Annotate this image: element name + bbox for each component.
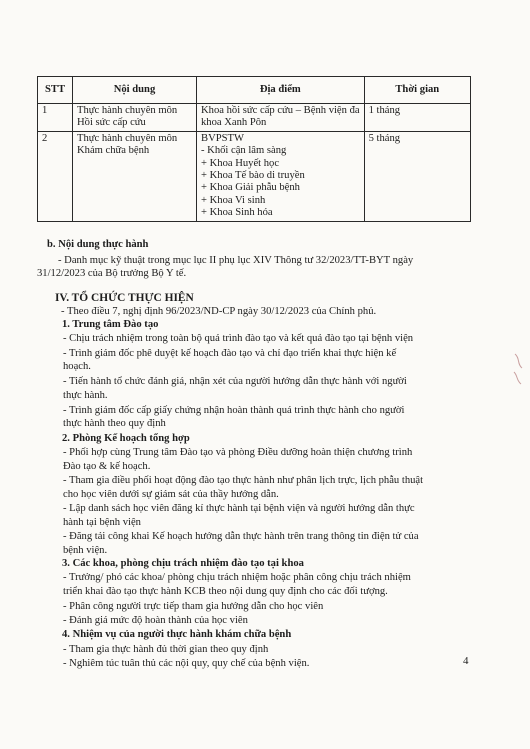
subsection-1-line: - Chịu trách nhiệm trong toàn bộ quá trình đào tạo và kết quả đào tạo tại bệnh viện [63,333,414,344]
subsection-1-line: - Tiến hành tổ chức đánh giá, nhận xét của người hướng dẫn thực hành với người [63,376,407,387]
subsection-2-line: cho học viên dưới sự giám sát của thầy hướng dẫn. [63,489,279,500]
subsection-4-line: - Tham gia thực hành đủ thời gian theo quy định [63,644,269,655]
cell-dia-diem [197,104,365,132]
subsection-2-line: - Đăng tải công khai Kế hoạch hướng dẫn thực hành trên trang thông tin điện tử của [63,531,419,542]
cell-thoi-gian: 1 tháng [364,104,470,132]
header-dia-diem: Địa điểm [197,77,365,104]
table-row [38,131,471,221]
section-b-line: 31/12/2023 của Bộ trưởng Bộ Y tế. [37,268,187,279]
subsection-2-line: hành tại bệnh viện [63,517,141,528]
cell-thoi-gian: 5 tháng [364,131,470,221]
subsection-2-line: - Lập danh sách học viên đăng kí thực hành tại bệnh viện và người hướng dẫn thực [63,503,415,514]
header-thoi-gian: Thời gian [364,77,470,104]
cell-noi-dung [73,104,197,132]
subsection-1-line: - Trình giám đốc phê duyệt kế hoạch đào tạo và chỉ đạo triển khai thực hiện kế [63,348,397,359]
subsection-2-line: bệnh viện. [63,545,108,556]
subsection-3-line: - Đánh giá mức độ hoàn thành của học viên [63,615,248,626]
header-stt: STT [38,77,73,104]
scan-mark [512,348,526,388]
subsection-1-line: - Trình giám đốc cấp giấy chứng nhận hoàn thành quá trình thực hành cho người [63,405,405,416]
subsection-1-line: thực hành theo quy định [63,418,166,429]
section-b-heading: b. Nội dung thực hành [47,239,149,250]
subsection-4-title: 4. Nhiệm vụ của người thực hành khám chữa bệnh [62,629,292,640]
training-plan-table [37,76,471,222]
section-b-line: - Danh mục kỹ thuật trong mục lục II phụ lục XIV Thông tư 32/2023/TT-BYT ngày [58,255,414,266]
cell-line: Hồi sức cấp cứu [77,117,146,129]
subsection-4-line: - Nghiêm túc tuân thủ các nội quy, quy chế của bệnh viện. [63,658,310,669]
cell-dia-diem [197,131,365,221]
header-noi-dung: Nội dung [73,77,197,104]
cell-line: + Khoa Huyết học [201,157,280,169]
cell-line: + Khoa Sinh hóa [201,207,273,219]
cell-line: + Khoa Vi sinh [201,194,266,206]
subsection-1-line: hoạch. [63,361,91,372]
subsection-2-line: - Tham gia điều phối hoạt động đào tạo thực hành như phân lịch trực, lịch phẫu thuật [63,475,424,486]
cell-line: BVPSTW [201,132,244,144]
cell-line: khoa Xanh Pôn [201,117,267,129]
cell-line: + Khoa Tế bào di truyền [201,170,305,182]
cell-line: Khoa hồi sức cấp cứu – Bệnh viện đa [201,105,360,116]
cell-stt: 1 [38,104,73,132]
cell-stt: 2 [38,131,73,221]
section-iv-heading: IV. TỔ CHỨC THỰC HIỆN [55,292,194,304]
subsection-1-title: 1. Trung tâm Đào tạo [62,319,159,330]
subsection-3-title: 3. Các khoa, phòng chịu trách nhiệm đào tạo tại khoa [62,558,304,569]
cell-noi-dung [73,131,197,221]
page-number: 4 [463,655,469,667]
subsection-1-line: thực hành. [63,390,108,401]
subsection-2-line: Đào tạo & kế hoạch. [63,461,151,472]
table-row [38,104,471,132]
subsection-2-title: 2. Phòng Kế hoạch tổng hợp [62,433,190,444]
cell-line: + Khoa Giải phẫu bệnh [201,182,300,194]
cell-line: Thực hành chuyên môn [77,105,178,116]
subsection-3-line: - Phân công người trực tiếp tham gia hướng dẫn cho học viên [63,601,324,612]
cell-line: - Khối cận lâm sàng [201,145,287,157]
subsection-2-line: - Phối hợp cùng Trung tâm Đào tạo và phòng Điều dưỡng hoàn thiện chương trình [63,447,413,458]
table-header-row [38,77,471,104]
cell-line: Khám chữa bệnh [77,145,150,157]
subsection-3-line: triển khai đào tạo thực hành KCB theo nội dung quy định cho các đối tượng. [63,586,388,597]
section-iv-intro: - Theo điều 7, nghị định 96/2023/ND-CP ngày 30/12/2023 của Chính phủ. [61,306,377,317]
cell-line: Thực hành chuyên môn [77,132,178,144]
subsection-3-line: - Trưởng/ phó các khoa/ phòng chịu trách nhiệm hoặc phân công chịu trách nhiệm [63,572,411,583]
